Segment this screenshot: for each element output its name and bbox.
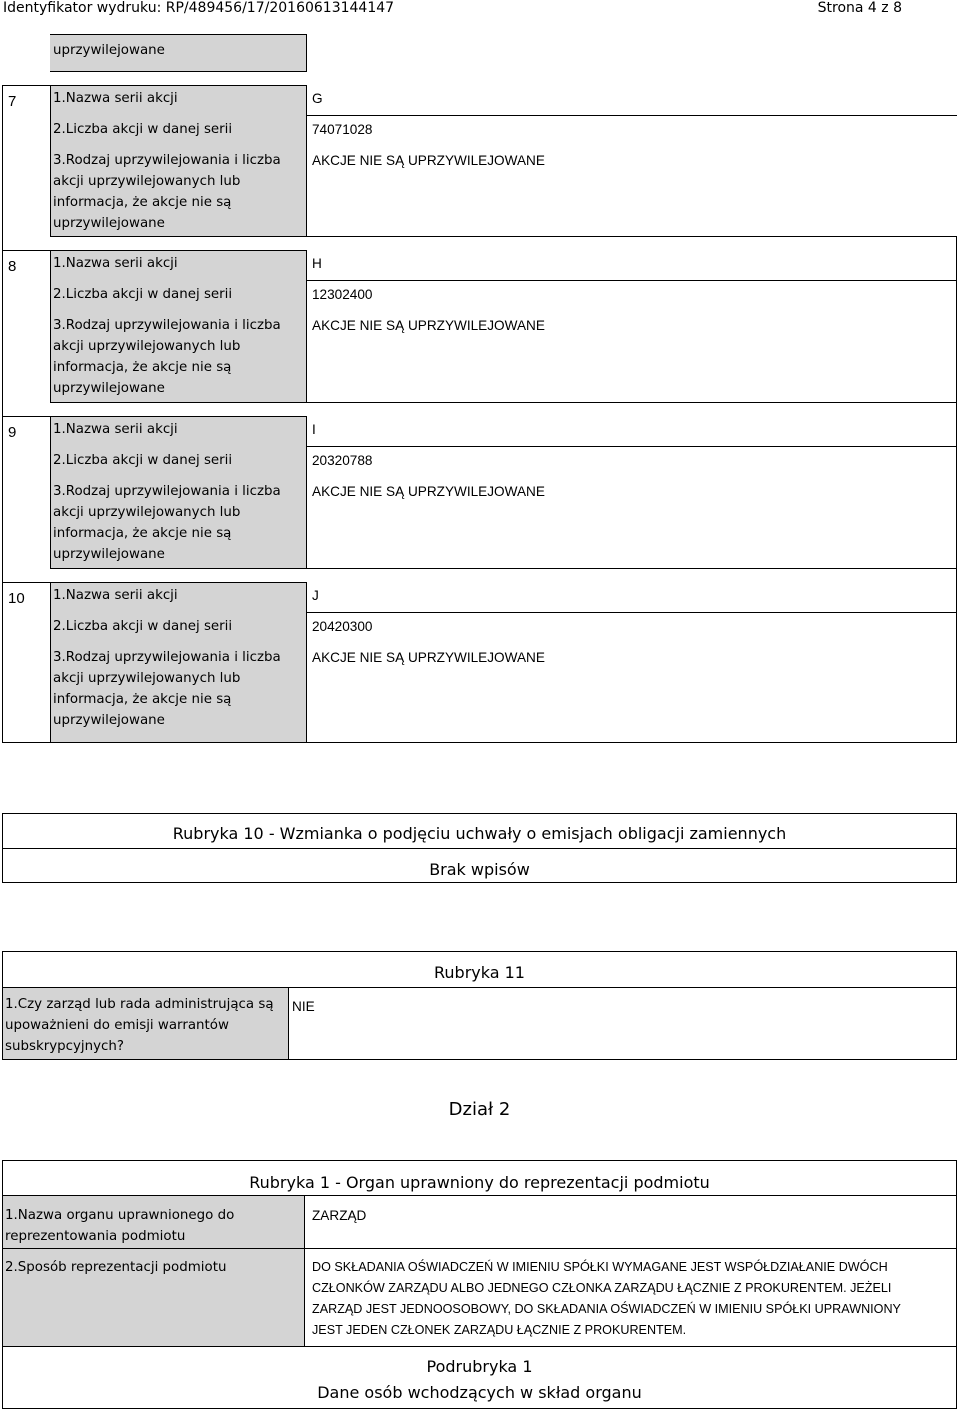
series-name-label: 1.Nazwa serii akcji	[53, 91, 178, 106]
subsection-desc: Dane osób wchodzących w skład organu	[317, 1383, 642, 1402]
series-preference-value: AKCJE NIE SĄ UPRZYWILEJOWANE	[312, 153, 545, 168]
series-count-value: 20320788	[312, 453, 373, 468]
series-name-value: H	[312, 256, 322, 271]
series-count-label: 2.Liczba akcji w danej serii	[53, 122, 233, 137]
rubryka-11-answer: NIE	[292, 999, 315, 1014]
series-preference-label: 3.Rodzaj uprzywilejowania i liczba akcji uprzywilejowanych lub informacja, że akcje nie są uprzywilejowane	[53, 650, 281, 728]
continuation-text: uprzywilejowane	[53, 43, 165, 58]
rubryka-10-title: Rubryka 10 - Wzmianka o podjęciu uchwały o emisjach obligacji zamiennych	[172, 824, 787, 843]
series-count-value: 74071028	[312, 122, 373, 137]
series-preference-label: 3.Rodzaj uprzywilejowania i liczba akcji uprzywilejowanych lub informacja, że akcje nie są uprzywilejowane	[53, 153, 281, 231]
series-number: 10	[8, 590, 25, 607]
method-value: DO SKŁADANIA OŚWIADCZEŃ W IMIENIU SPÓŁKI WYMAGANE JEST WSPÓŁDZIAŁANIE DWÓCH CZŁONKÓW ZARZĄDU ALBO JEDNEGO CZŁONKA ZARZĄDU ŁĄCZNIE Z PROKURENTEM. JEŻELI ZARZĄD JEST JEDNOOSOBOWY, DO SKŁADANIA OŚWIADCZEŃ W IMIENIU SPÓŁKI UPRAWNIONY JEST JEDEN CZŁONEK ZARZĄDU ŁĄCZNIE Z PROKURENTEM.	[312, 1260, 901, 1337]
rubryka-11-title: Rubryka 11	[434, 963, 525, 982]
rubryka-10-empty: Brak wpisów	[429, 860, 530, 879]
method-label: 2.Sposób reprezentacji podmiotu	[5, 1260, 227, 1275]
series-name-value: G	[312, 91, 323, 106]
series-preference-label: 3.Rodzaj uprzywilejowania i liczba akcji uprzywilejowanych lub informacja, że akcje nie są uprzywilejowane	[53, 318, 281, 396]
section-title: Dział 2	[448, 1099, 511, 1120]
page-number: Strona 4 z 8	[817, 0, 902, 16]
series-number: 8	[8, 258, 17, 275]
series-count-label: 2.Liczba akcji w danej serii	[53, 619, 233, 634]
series-count-value: 20420300	[312, 619, 373, 634]
series-preference-value: AKCJE NIE SĄ UPRZYWILEJOWANE	[312, 318, 545, 333]
series-count-value: 12302400	[312, 287, 373, 302]
series-name-value: I	[312, 422, 316, 437]
print-identifier: Identyfikator wydruku: RP/489456/17/20160613144147	[3, 0, 395, 16]
rubryka-11-question: 1.Czy zarząd lub rada administrująca są upoważnieni do emisji warrantów subskrypcyjnych?	[5, 997, 274, 1054]
subsection-title: Podrubryka 1	[426, 1357, 533, 1376]
series-preference-value: AKCJE NIE SĄ UPRZYWILEJOWANE	[312, 650, 545, 665]
series-count-label: 2.Liczba akcji w danej serii	[53, 287, 233, 302]
organ-label: 1.Nazwa organu uprawnionego do reprezentowania podmiotu	[5, 1208, 235, 1244]
series-preference-label: 3.Rodzaj uprzywilejowania i liczba akcji uprzywilejowanych lub informacja, że akcje nie są uprzywilejowane	[53, 484, 281, 562]
series-name-label: 1.Nazwa serii akcji	[53, 588, 178, 603]
series-number: 9	[8, 424, 17, 441]
rubryka-1-title: Rubryka 1 - Organ uprawniony do reprezentacji podmiotu	[249, 1173, 710, 1192]
series-count-label: 2.Liczba akcji w danej serii	[53, 453, 233, 468]
series-number: 7	[8, 93, 17, 110]
series-name-value: J	[312, 588, 319, 603]
series-name-label: 1.Nazwa serii akcji	[53, 422, 178, 437]
series-preference-value: AKCJE NIE SĄ UPRZYWILEJOWANE	[312, 484, 545, 499]
series-name-label: 1.Nazwa serii akcji	[53, 256, 178, 271]
organ-value: ZARZĄD	[312, 1208, 367, 1223]
